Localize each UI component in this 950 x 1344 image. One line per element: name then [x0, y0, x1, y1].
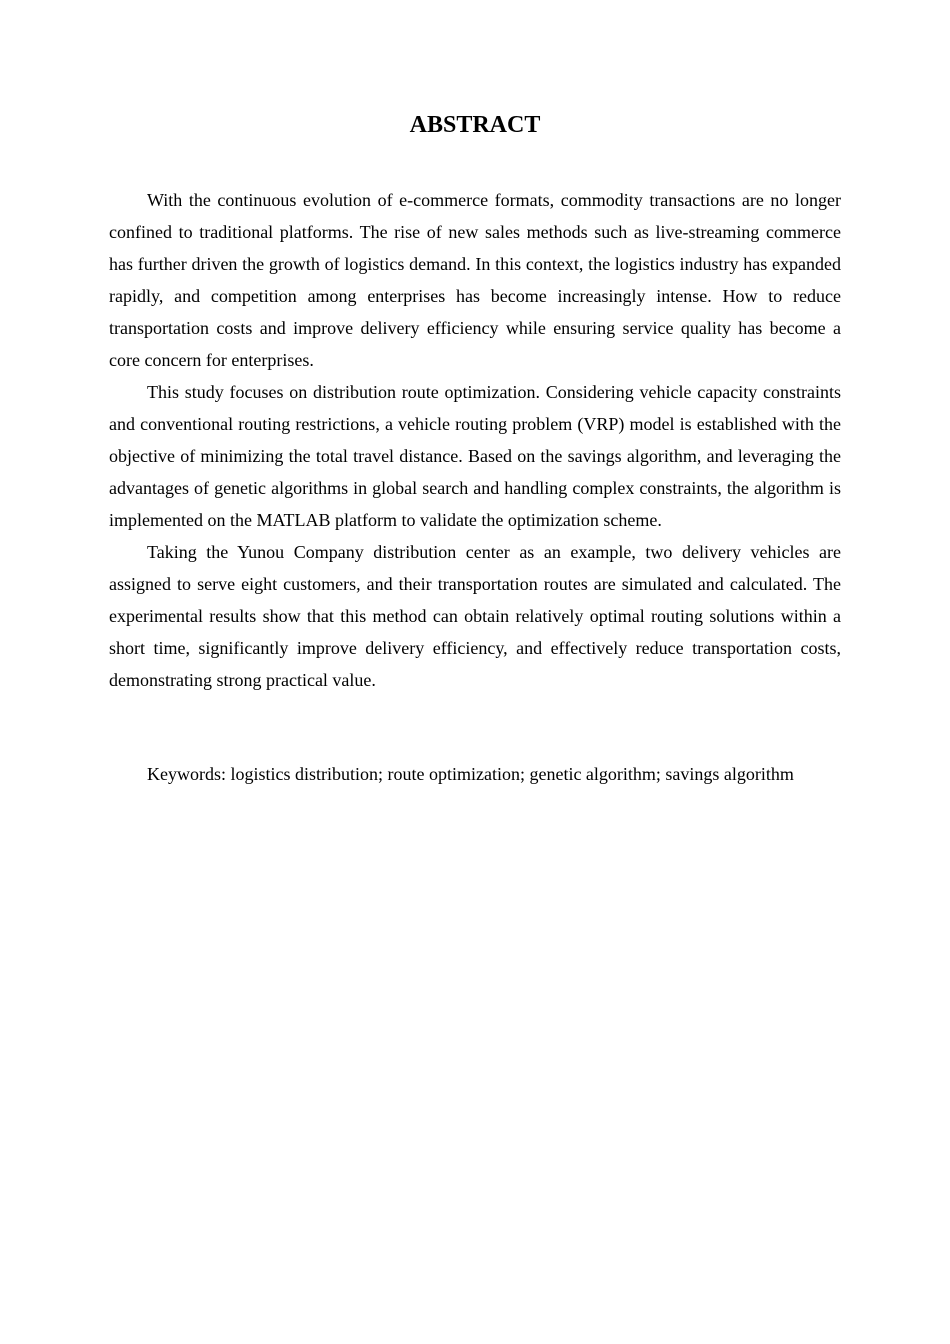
abstract-paragraph-1: With the continuous evolution of e-commerce formats, commodity transactions are no longer confined to traditional platforms. The rise of new sales methods such as live-streaming commerce has further driven the growth of logistics demand. In this context, the logistics industry has expanded rapidly, and competition among enterprises has become increasingly intense. How to reduce transportation costs and improve delivery efficiency while ensuring service quality has become a core concern for enterprises.	[109, 190, 841, 370]
abstract-body	[109, 184, 841, 696]
abstract-paragraph-3: Taking the Yunou Company distribution center as an example, two delivery vehicles are assigned to serve eight customers, and their transportation routes are simulated and calculated. The experimental results show that this method can obtain relatively optimal routing solutions within a short time, significantly improve delivery efficiency, and effectively reduce transportation costs, demonstrating strong practical value.	[109, 542, 841, 690]
keywords-line: Keywords: logistics distribution; route optimization; genetic algorithm; savings algorithm	[147, 764, 794, 784]
abstract-paragraph-2: This study focuses on distribution route optimization. Considering vehicle capacity constraints and conventional routing restrictions, a vehicle routing problem (VRP) model is established with the objective of minimizing the total travel distance. Based on the savings algorithm, and leveraging the advantages of genetic algorithms in global search and handling complex constraints, the algorithm is implemented on the MATLAB platform to validate the optimization scheme.	[109, 382, 841, 530]
abstract-title: ABSTRACT	[409, 112, 541, 138]
